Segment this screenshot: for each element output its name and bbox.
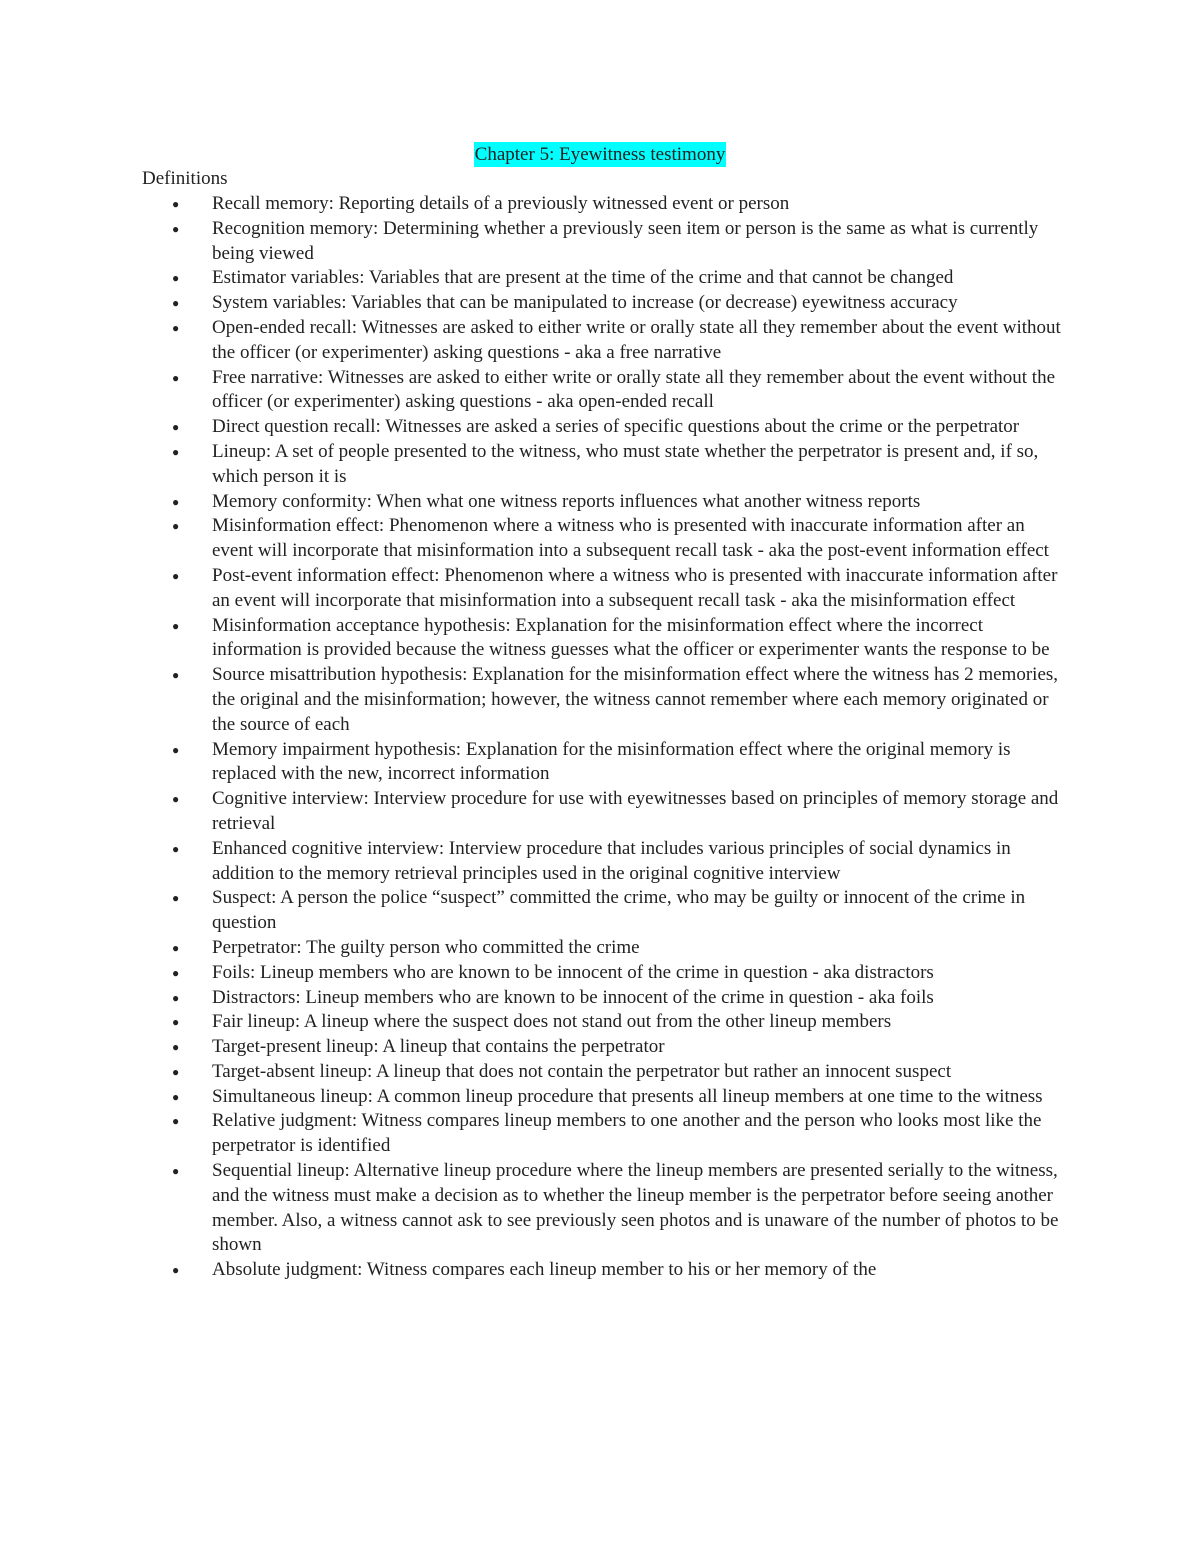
list-item [0,663,1200,737]
bullet-icon: ● [172,668,180,683]
bullet-icon: ● [172,568,180,583]
list-item [0,738,1200,788]
bullet-icon: ● [172,742,180,757]
definition-text: Free narrative: Witnesses are asked to either write or orally state all they remember about the event without the officer (or experimenter) asking questions - aka open-ended recall [212,366,1056,413]
bullet-icon: ● [172,221,180,236]
list-item [0,886,1200,936]
definition-text: Estimator variables: Variables that are present at the time of the crime and that cannot be changed [212,267,954,289]
bullet-icon: ● [172,841,180,856]
page-title: Chapter 5: Eyewitness testimony [474,144,726,165]
definition-text: Cognitive interview: Interview procedure for use with eyewitnesses based on principles of memory storage and retrieval [212,788,1059,834]
list-item [0,787,1200,837]
bullet-icon: ● [172,1015,180,1030]
bullet-icon: ● [172,494,180,509]
definition-text: Distractors: Lineup members who are known to be innocent of the crime in question - aka foils [212,986,934,1008]
bullet-icon: ● [172,891,180,906]
bullet-icon: ● [172,1064,180,1079]
list-item [0,837,1200,887]
list-item [0,614,1200,664]
definition-text: Absolute judgment: Witness compares each lineup member to his or her memory of the [212,1259,877,1281]
list-item [0,514,1200,564]
definition-text: Foils: Lineup members who are known to be innocent of the crime in question - aka distractors [212,961,934,983]
title-row [0,142,1200,168]
list-item [0,986,1200,1011]
definition-text: Misinformation effect: Phenomenon where a witness who is presented with inaccurate information after an event will incorporate that misinformation into a subsequent recall task - aka the post-event information effect [212,515,1049,562]
list-item [0,936,1200,961]
list-item [0,415,1200,440]
bullet-icon: ● [172,197,180,211]
definition-text: Perpetrator: The guilty person who committed the crime [212,936,640,958]
list-item [0,1060,1200,1085]
list-item [0,1035,1200,1060]
list-item [0,192,1200,217]
list-item [0,291,1200,316]
bullet-icon: ● [172,618,180,633]
list-item [0,490,1200,515]
definition-text: Open-ended recall: Witnesses are asked to either write or orally state all they remember about the event without the officer (or experimenter) asking questions - aka a free narrative [212,316,1061,363]
definition-text: Relative judgment: Witness compares lineup members to one another and the person who looks most like the perpetrator is identified [212,1110,1042,1157]
definition-text: Misinformation acceptance hypothesis: Explanation for the misinformation effect where the incorrect information is provided because the witness guesses what the officer or experimenter wants the response to be [212,614,1050,661]
definition-text: Recall memory: Reporting details of a previously witnessed event or person [212,193,790,214]
bullet-icon: ● [172,420,180,435]
bullet-icon: ● [172,965,180,980]
bullet-icon: ● [172,1114,180,1129]
definition-text: Post-event information effect: Phenomenon where a witness who is presented with inaccurate information after an event will incorporate that misinformation into a subsequent recall task - aka the misinformation effect [212,564,1058,611]
definition-text: Recognition memory: Determining whether a previously seen item or person is the same as what is currently being viewed [212,217,1039,264]
definition-text: Suspect: A person the police “suspect” committed the crime, who may be guilty or innocent of the crime in question [212,887,1026,934]
definition-text: Lineup: A set of people presented to the witness, who must state whether the perpetrator is present and, if so, which person it is [212,440,1039,487]
definition-text: Sequential lineup: Alternative lineup procedure where the lineup members are presented serially to the witness, and the witness must make a decision as to whether the lineup member is the perpetrator before seeing another member. Also, a witness cannot ask to see previously seen photos and is unaware of the number of photos to be shown [212,1160,1059,1256]
list-item [0,366,1200,416]
list-item [0,961,1200,986]
bullet-icon: ● [172,1040,180,1055]
list-item [0,217,1200,267]
list-item [0,316,1200,366]
bullet-icon: ● [172,519,180,534]
list-item [0,1010,1200,1035]
section-heading: Definitions [142,168,228,189]
list-item [0,440,1200,490]
bullet-icon: ● [172,940,180,955]
definition-text: Enhanced cognitive interview: Interview procedure that includes various principles of social dynamics in addition to the memory retrieval principles used in the original cognitive interview [212,837,1011,884]
bullet-icon: ● [172,1263,180,1278]
list-item [0,1159,1200,1258]
definition-text: Memory impairment hypothesis: Explanation for the misinformation effect where the original memory is replaced with the new, incorrect information [212,738,1011,785]
definition-text: Source misattribution hypothesis: Explanation for the misinformation effect where the witness has 2 memories, the original and the misinformation; however, the witness cannot remember where each memory originated or the source of each [212,664,1059,735]
bullet-icon: ● [172,792,180,807]
bullet-icon: ● [172,1164,180,1179]
list-item [0,1085,1200,1110]
definition-text: Fair lineup: A lineup where the suspect does not stand out from the other lineup members [212,1011,892,1033]
definition-text: Simultaneous lineup: A common lineup procedure that presents all lineup members at one time to the witness [212,1085,1043,1107]
bullet-icon: ● [172,271,180,286]
definition-text: Memory conformity: When what one witness reports influences what another witness reports [212,490,921,512]
list-item [0,266,1200,291]
definitions-list [0,192,1200,1283]
list-item [0,1109,1200,1159]
bullet-icon: ● [172,444,180,459]
bullet-icon: ● [172,990,180,1005]
bullet-icon: ● [172,370,180,385]
bullet-icon: ● [172,1089,180,1104]
bullet-icon: ● [172,320,180,335]
definition-text: Direct question recall: Witnesses are asked a series of specific questions about the crime or the perpetrator [212,416,1020,438]
list-item [0,564,1200,614]
list-item [0,1258,1200,1283]
bullet-icon: ● [172,296,180,311]
definition-text: Target-absent lineup: A lineup that does not contain the perpetrator but rather an innocent suspect [212,1060,952,1082]
definition-text: Target-present lineup: A lineup that contains the perpetrator [212,1036,665,1058]
definition-text: System variables: Variables that can be manipulated to increase (or decrease) eyewitness accuracy [212,292,958,314]
